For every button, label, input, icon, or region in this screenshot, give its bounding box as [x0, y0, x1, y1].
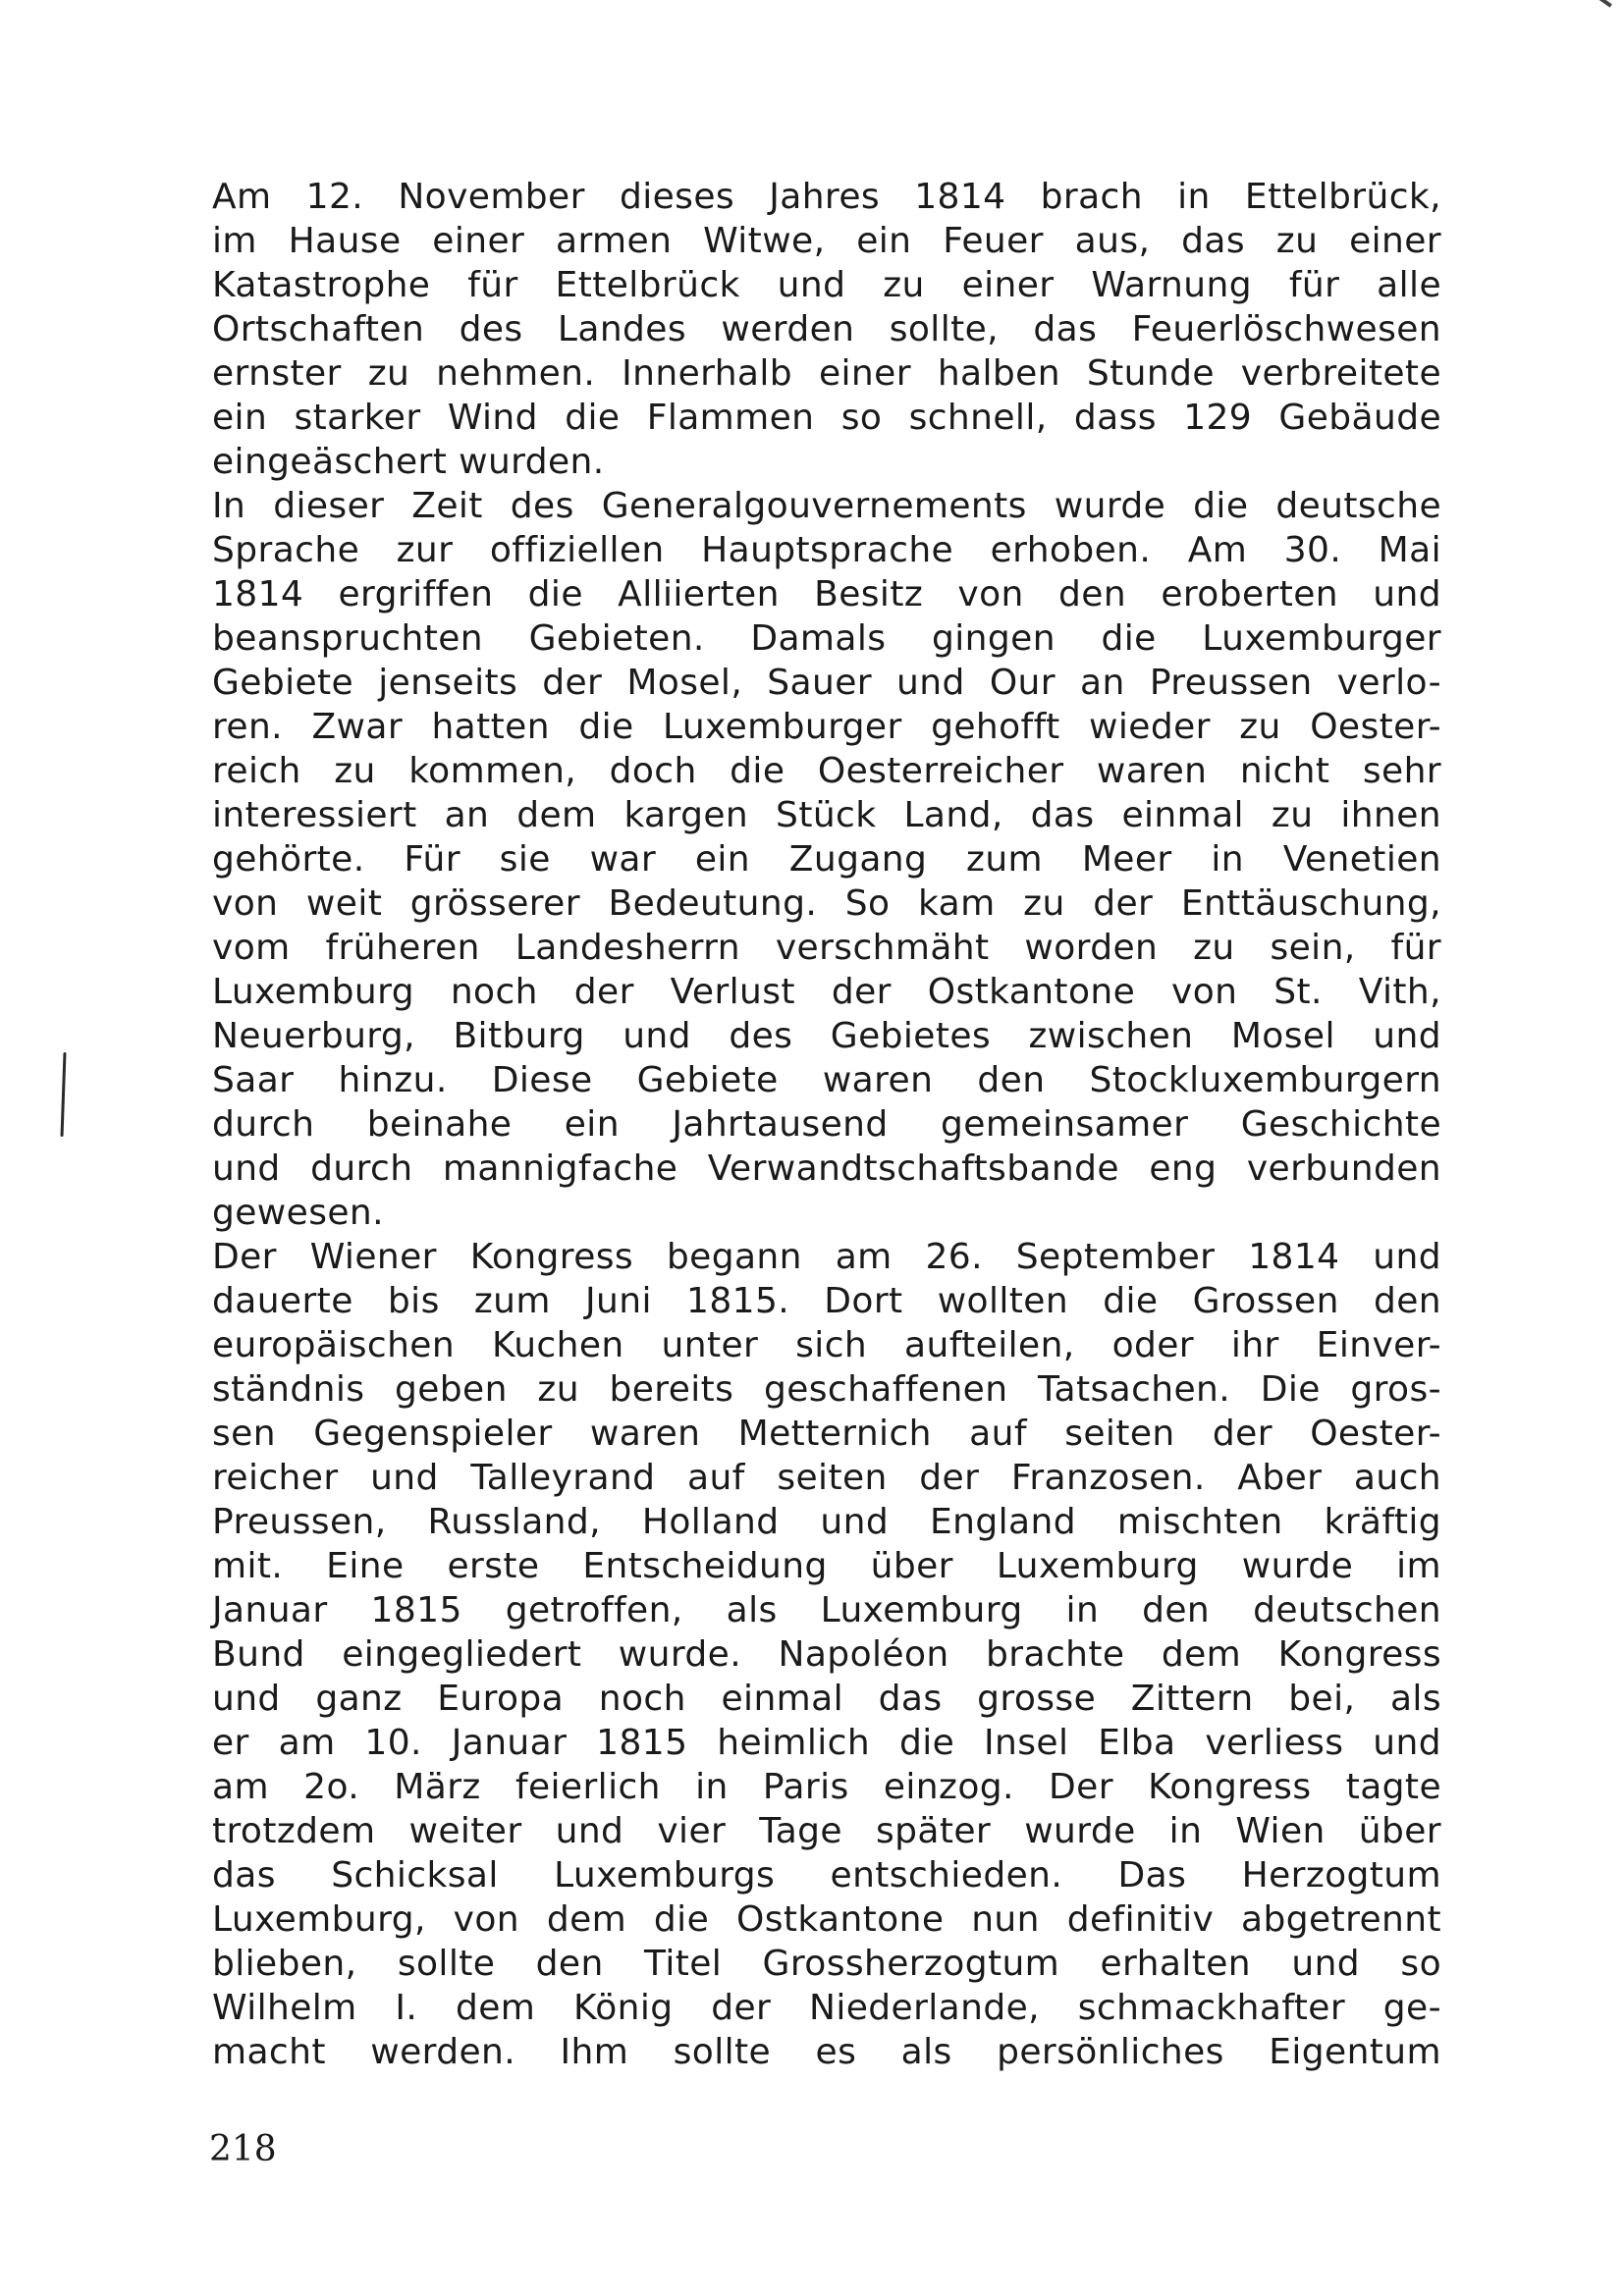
text-line: ren. Zwar hatten die Luxemburger gehofft wieder zu Oester- — [212, 707, 1441, 747]
text-line: reicher und Talleyrand auf seiten der Franzosen. Aber auch — [212, 1458, 1441, 1498]
text-line: und durch mannigfache Verwandtschaftsbande eng verbunden — [212, 1148, 1441, 1189]
text-line: ein starker Wind die Flammen so schnell, dass 129 Gebäude — [212, 398, 1441, 438]
text-line: Katastrophe für Ettelbrück und zu einer Warnung für alle — [212, 265, 1441, 305]
text-line: sen Gegenspieler waren Metternich auf seiten der Oester- — [212, 1414, 1441, 1454]
text-line: macht werden. Ihm sollte es als persönliches Eigentum — [212, 2032, 1441, 2072]
text-line: Neuerburg, Bitburg und des Gebietes zwischen Mosel und — [212, 1016, 1441, 1056]
text-line: Ortschaften des Landes werden sollte, das Feuerlöschwesen — [212, 309, 1441, 349]
text-line: europäischen Kuchen unter sich aufteilen, oder ihr Einver- — [212, 1325, 1441, 1365]
text-line: Luxemburg noch der Verlust der Ostkantone von St. Vith, — [212, 972, 1441, 1012]
text-line: Saar hinzu. Diese Gebiete waren den Stockluxemburgern — [212, 1060, 1441, 1100]
text-line: trotzdem weiter und vier Tage später wurde in Wien über — [212, 1811, 1441, 1851]
text-line: Gebiete jenseits der Mosel, Sauer und Our an Preussen verlo- — [212, 663, 1441, 703]
text-line: Wilhelm I. dem König der Niederlande, schmackhafter ge- — [212, 1988, 1441, 2028]
text-line: und ganz Europa noch einmal das grosse Zittern bei, als — [212, 1679, 1441, 1719]
text-line: am 2o. März feierlich in Paris einzog. Der Kongress tagte — [212, 1767, 1441, 1807]
text-line: das Schicksal Luxemburgs entschieden. Das Herzogtum — [212, 1855, 1441, 1896]
text-line: mit. Eine erste Entscheidung über Luxemburg wurde im — [212, 1546, 1441, 1586]
text-line: interessiert an dem kargen Stück Land, das einmal zu ihnen — [212, 795, 1441, 835]
text-line: blieben, sollte den Titel Grossherzogtum erhalten und so — [212, 1944, 1441, 1984]
margin-pencil-mark — [61, 1052, 67, 1137]
scan-corner-mark — [1598, 0, 1612, 8]
text-line: gehörte. Für sie war ein Zugang zum Meer in Venetien — [212, 839, 1441, 880]
text-line: gewesen. — [212, 1193, 384, 1233]
text-line: im Hause einer armen Witwe, ein Feuer aus, das zu einer — [212, 221, 1441, 261]
text-line: beanspruchten Gebieten. Damals gingen die Luxemburger — [212, 618, 1441, 659]
text-line: Preussen, Russland, Holland und England mischten kräftig — [212, 1502, 1441, 1542]
body-text — [212, 175, 1441, 2074]
text-line: eingeäschert wurden. — [212, 442, 605, 482]
text-line: ernster zu nehmen. Innerhalb einer halben Stunde verbreitete — [212, 353, 1441, 394]
text-line: Am 12. November dieses Jahres 1814 brach in Ettelbrück, — [212, 177, 1441, 217]
text-line: reich zu kommen, doch die Oesterreicher waren nicht sehr — [212, 751, 1441, 791]
text-line: durch beinahe ein Jahrtausend gemeinsamer Geschichte — [212, 1104, 1441, 1145]
text-line: ständnis geben zu bereits geschaffenen Tatsachen. Die gros- — [212, 1369, 1441, 1410]
text-line: vom früheren Landesherrn verschmäht worden zu sein, für — [212, 928, 1441, 968]
text-line: In dieser Zeit des Generalgouvernements wurde die deutsche — [212, 486, 1441, 526]
text-line: dauerte bis zum Juni 1815. Dort wollten die Grossen den — [212, 1281, 1441, 1321]
text-line: Januar 1815 getroffen, als Luxemburg in den deutschen — [212, 1590, 1441, 1630]
text-line: 1814 ergriffen die Alliierten Besitz von den eroberten und — [212, 574, 1441, 614]
page-number: 218 — [209, 2129, 277, 2169]
text-line: er am 10. Januar 1815 heimlich die Insel Elba verliess und — [212, 1723, 1441, 1763]
text-line: Sprache zur offiziellen Hauptsprache erhoben. Am 30. Mai — [212, 530, 1441, 570]
text-line: Der Wiener Kongress begann am 26. September 1814 und — [212, 1237, 1441, 1277]
text-line: von weit grösserer Bedeutung. So kam zu der Enttäuschung, — [212, 883, 1441, 924]
text-line: Luxemburg, von dem die Ostkantone nun definitiv abgetrennt — [212, 1899, 1441, 1940]
text-line: Bund eingegliedert wurde. Napoléon brachte dem Kongress — [212, 1634, 1441, 1675]
